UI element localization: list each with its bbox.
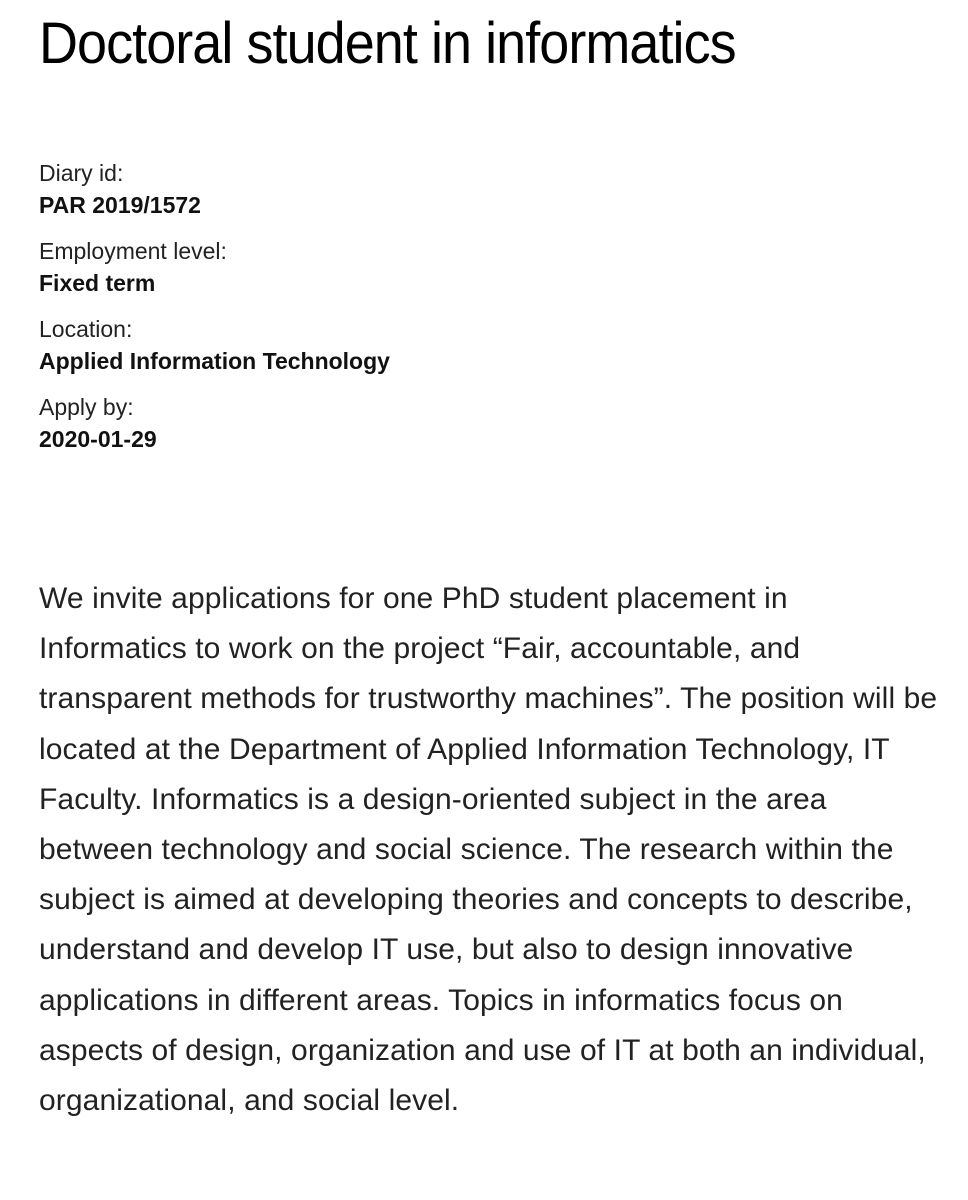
apply-by-field [39,392,939,456]
location-value: Applied Information Technology [39,348,390,374]
diary-id-value: PAR 2019/1572 [39,192,201,218]
apply-by-value: 2020-01-29 [39,426,157,452]
apply-by-label: Apply by: [39,394,134,420]
job-details [39,158,939,456]
employment-level-value: Fixed term [39,270,156,296]
diary-id-label: Diary id: [39,160,124,186]
job-description: We invite applications for one PhD student placement in Informatics to work on the project “Fair, accountable, and transparent methods for trustworthy machines”. The position will be located at the Department of Applied Information Technology, IT Faculty. Informatics is a design-oriented subject in the area between technology and social science. The research within the subject is aimed at developing theories and concepts to describe, understand and develop IT use, but also to design innovative applications in different areas. Topics in informatics focus on aspects of design, organization and use of IT at both an individual, organizational, and social level. [39,582,938,1118]
location-field [39,314,939,378]
employment-level-field [39,236,939,300]
job-posting [39,0,939,1118]
employment-level-label: Employment level: [39,238,227,264]
location-label: Location: [39,316,133,342]
diary-id-field [39,158,939,222]
page-title: Doctoral student in informatics [39,11,736,76]
